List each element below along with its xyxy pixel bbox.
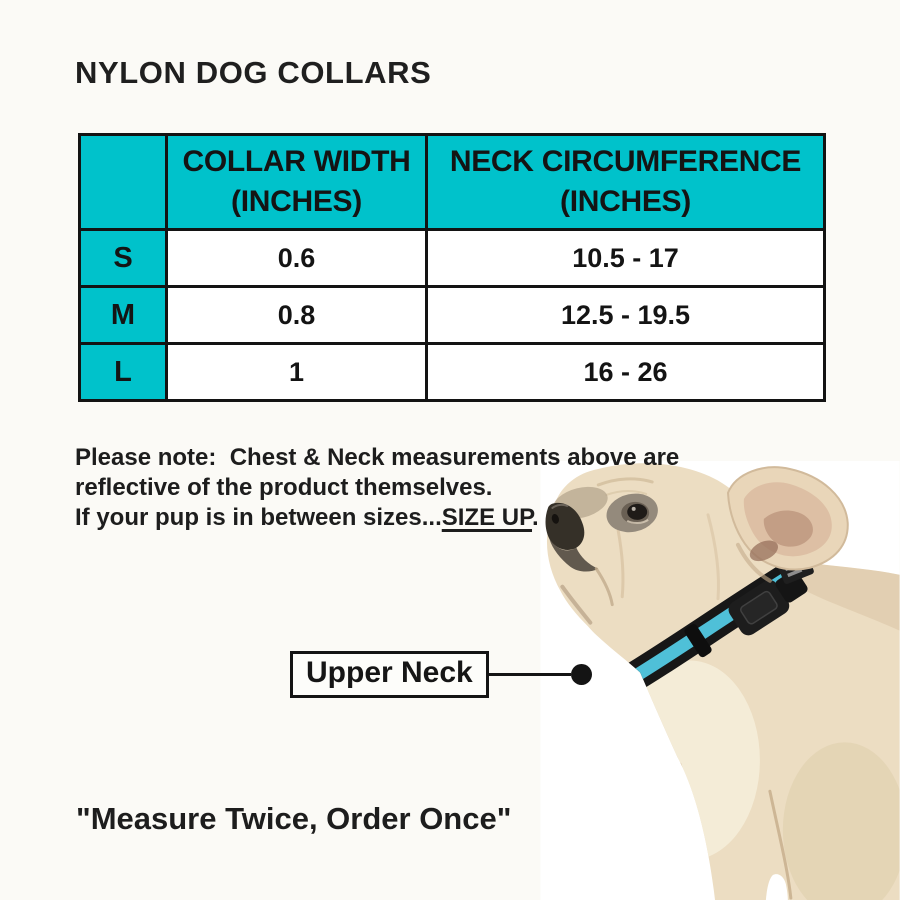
neck-circumference-header — [427, 135, 825, 230]
neck-circumference-cell: 16 - 26 — [427, 344, 825, 401]
table-corner-cell — [80, 135, 167, 230]
callout-line — [489, 673, 571, 676]
table-row-small — [80, 230, 825, 287]
page-title: NYLON DOG COLLARS — [75, 55, 432, 90]
table-row-large — [80, 344, 825, 401]
size-cell: M — [80, 287, 167, 344]
upper-neck-callout — [290, 651, 592, 698]
size-up-emphasis: SIZE UP — [441, 504, 533, 531]
collar-width-cell: 1 — [167, 344, 427, 401]
note-line-3-prefix: If your pup is in between sizes... — [75, 504, 442, 531]
neck-circumference-header-line1: NECK CIRCUMFERENCE — [449, 144, 802, 178]
size-chart-table — [78, 133, 826, 402]
collar-width-cell: 0.6 — [167, 230, 427, 287]
quote-text: "Measure Twice, Order Once" — [76, 801, 512, 836]
collar-width-header — [167, 135, 427, 230]
note-line-3-suffix: . — [532, 504, 539, 531]
size-cell: S — [80, 230, 167, 287]
collar-width-header-line2: (INCHES) — [231, 185, 362, 218]
note-line-2: reflective of the product themselves. — [75, 474, 493, 501]
upper-neck-label: Upper Neck — [290, 651, 489, 698]
size-cell: L — [80, 344, 167, 401]
table-header-row — [80, 135, 825, 230]
neck-circumference-cell: 12.5 - 19.5 — [427, 287, 825, 344]
neck-circumference-cell: 10.5 - 17 — [427, 230, 825, 287]
note-line-3 — [75, 503, 735, 533]
note-line-1: Please note: Chest & Neck measurements above are — [75, 444, 680, 471]
table-row-medium — [80, 287, 825, 344]
collar-width-header-line1: COLLAR WIDTH — [182, 144, 411, 178]
neck-circumference-header-line2: (INCHES) — [560, 185, 691, 218]
callout-dot — [571, 664, 592, 685]
collar-width-cell: 0.8 — [167, 287, 427, 344]
note-text — [75, 443, 735, 533]
